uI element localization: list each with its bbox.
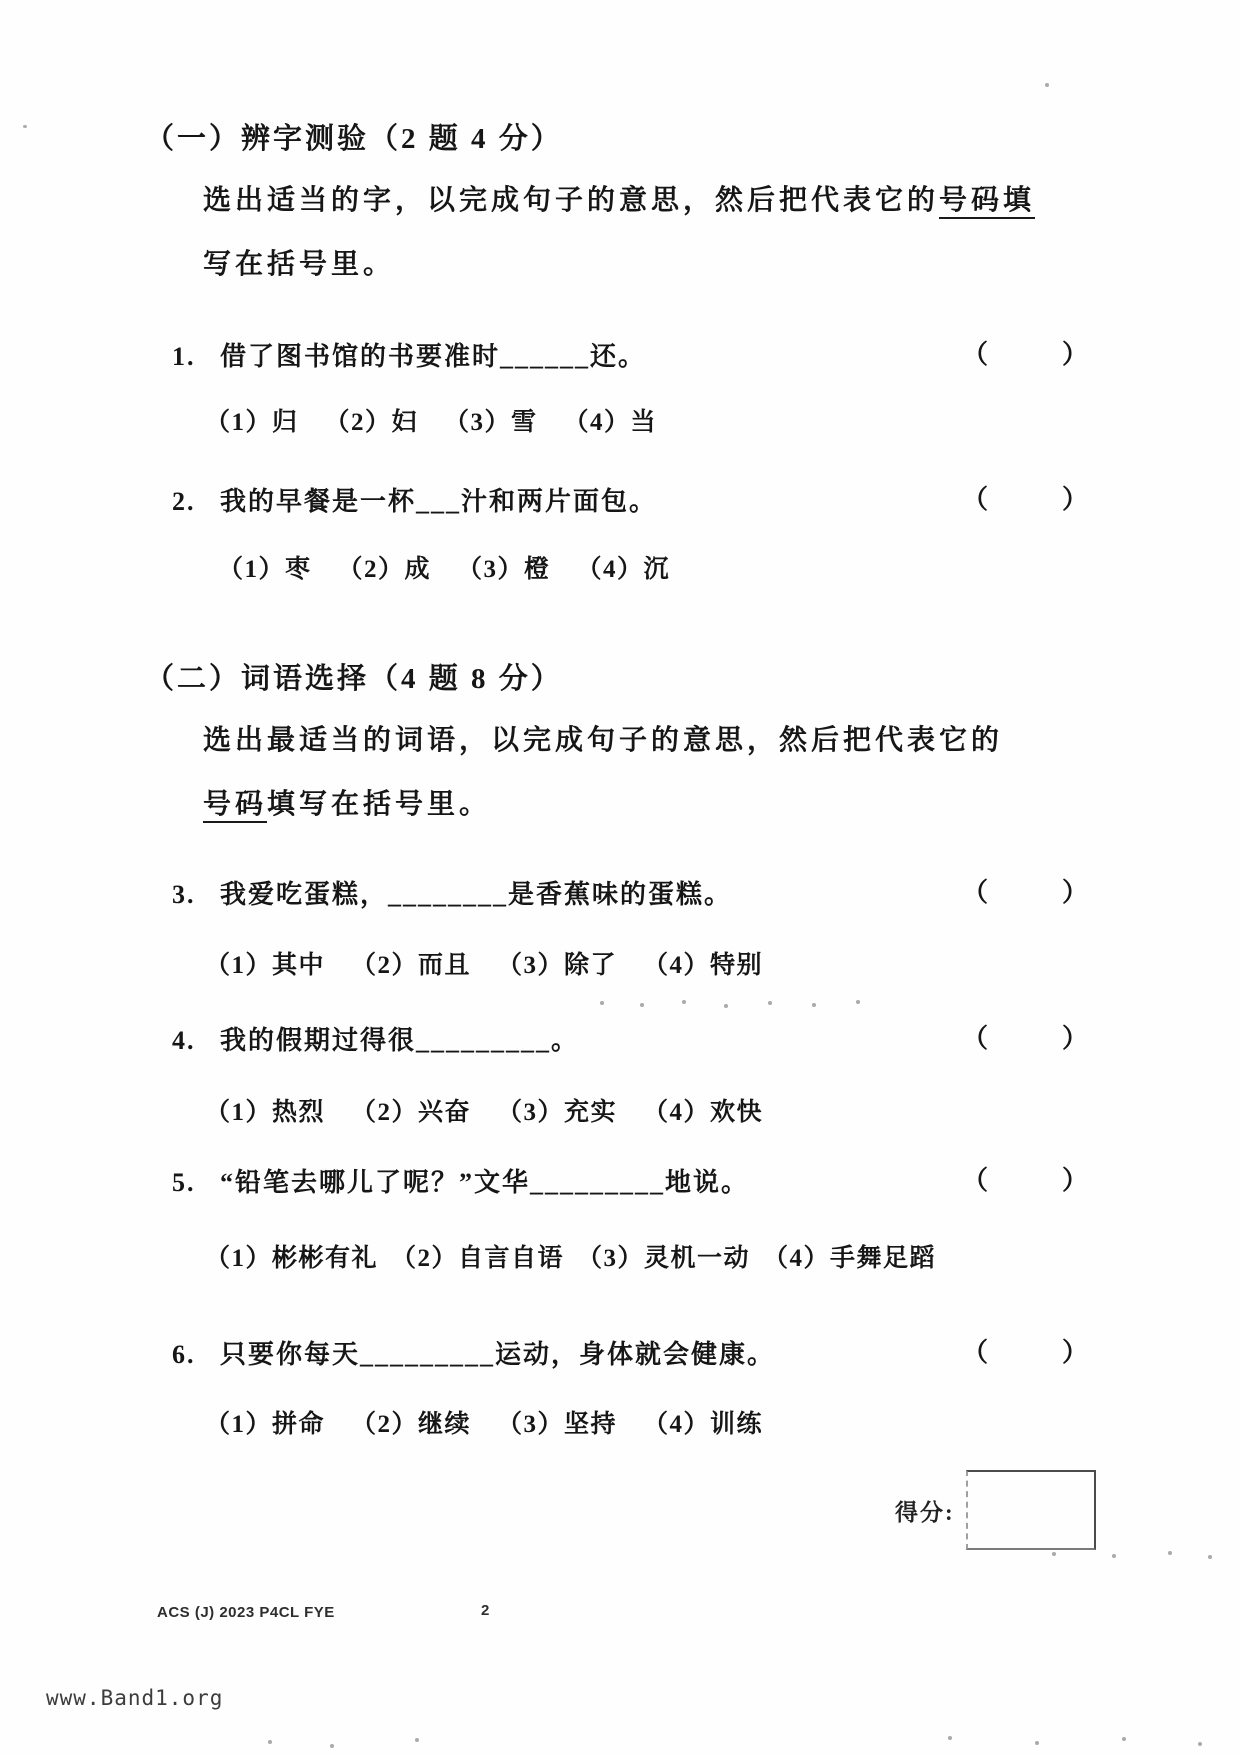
answer-bracket-close: ） <box>1061 878 1090 907</box>
question-row-2 <box>172 481 1090 518</box>
answer-brackets <box>962 1332 1090 1369</box>
instruction-underlined-text: 号码 <box>203 789 267 823</box>
score-label: 得分: <box>895 1500 955 1525</box>
answer-brackets <box>962 1160 1090 1197</box>
option: （3）橙 <box>457 556 551 583</box>
answer-bracket-close: ） <box>1061 1166 1090 1195</box>
option: （3）充实 <box>497 1099 618 1126</box>
answer-bracket-open: （ <box>961 878 990 907</box>
option: （1）热烈 <box>205 1099 326 1126</box>
answer-bracket-open: （ <box>961 340 990 369</box>
scan-artifact-dot <box>856 1000 860 1004</box>
answer-bracket-close: ） <box>1061 1338 1090 1367</box>
scan-artifact-dot <box>415 1738 419 1742</box>
answer-bracket-close: ） <box>1061 340 1090 369</box>
question-row-5 <box>172 1162 1090 1199</box>
score-box <box>966 1470 1096 1550</box>
question-number: 5. <box>172 1168 196 1197</box>
answer-bracket-open: （ <box>961 1024 990 1053</box>
scan-artifact-dot <box>1208 1555 1212 1559</box>
instruction-text: 选出适当的字，以完成句子的意思，然后把代表它的 <box>203 185 940 216</box>
answer-brackets <box>962 1018 1090 1055</box>
scan-artifact-dot <box>724 1004 728 1008</box>
option: （2）妇 <box>324 409 419 436</box>
section2-instruction-line2 <box>203 782 491 822</box>
section2-instruction-line1: 选出最适当的词语，以完成句子的意思，然后把代表它的 <box>203 725 1004 756</box>
options-row-6 <box>205 1404 763 1440</box>
footer-doc-code: ACS (J) 2023 P4CL FYE <box>157 1604 335 1621</box>
answer-bracket-close: ） <box>1061 485 1090 514</box>
option: （4）手舞足蹈 <box>763 1245 937 1272</box>
option: （4）当 <box>563 409 658 436</box>
section1-instruction-line2: 写在括号里。 <box>203 249 396 280</box>
option: （1）彬彬有礼 <box>205 1245 379 1272</box>
scan-artifact-dot <box>812 1003 816 1007</box>
section1-heading: （一）辨字测验（2 题 4 分） <box>145 123 563 155</box>
scan-artifact-dot <box>330 1744 334 1748</box>
scan-artifact-dot <box>1198 1742 1202 1746</box>
question-number: 4. <box>172 1026 196 1055</box>
answer-brackets <box>962 334 1090 371</box>
option: （4）欢快 <box>643 1099 764 1126</box>
options-row-2 <box>218 549 670 585</box>
question-number: 6. <box>172 1340 196 1369</box>
answer-bracket-close: ） <box>1061 1024 1090 1053</box>
instruction-underlined-text: 号码填 <box>939 185 1035 219</box>
section2-heading: （二）词语选择（4 题 8 分） <box>145 663 563 695</box>
instruction-text: 填写在括号里。 <box>267 789 492 820</box>
scan-artifact-dot <box>1168 1551 1172 1555</box>
options-row-1 <box>205 402 657 438</box>
answer-bracket-open: （ <box>961 1166 990 1195</box>
option: （3）雪 <box>444 409 538 436</box>
scan-artifact-dot <box>948 1736 952 1740</box>
question-text: 我爱吃蛋糕，________是香蕉味的蛋糕。 <box>220 880 733 909</box>
question-text: “铅笔去哪儿了呢？”文华_________地说。 <box>220 1168 750 1197</box>
option: （2）成 <box>337 556 432 583</box>
option: （1）拼命 <box>205 1411 326 1438</box>
question-row-6 <box>172 1334 1090 1371</box>
scan-artifact-dot <box>640 1003 644 1007</box>
option: （4）特别 <box>643 952 764 979</box>
option: （1）归 <box>205 409 299 436</box>
option: （1）枣 <box>218 556 312 583</box>
scan-artifact-dot <box>600 1001 604 1005</box>
scan-artifact-dot <box>1112 1554 1116 1558</box>
scan-artifact-dot <box>268 1740 272 1744</box>
question-row-4 <box>172 1020 1090 1057</box>
scan-artifact-dot <box>1045 83 1049 87</box>
answer-bracket-open: （ <box>961 1338 990 1367</box>
scan-artifact-dot <box>1052 1552 1056 1556</box>
answer-brackets <box>962 872 1090 909</box>
options-row-4 <box>205 1092 763 1128</box>
question-number: 1. <box>172 342 196 371</box>
answer-bracket-open: （ <box>961 485 990 514</box>
scan-artifact-dot <box>1035 1741 1039 1745</box>
section1-instruction-line1 <box>203 178 1035 218</box>
question-row-3 <box>172 874 1090 911</box>
option: （3）除了 <box>497 952 618 979</box>
question-text: 我的早餐是一杯___汁和两片面包。 <box>220 487 658 516</box>
option: （2）而且 <box>351 952 472 979</box>
scan-artifact-dot <box>1122 1737 1126 1741</box>
option: （2）兴奋 <box>351 1099 472 1126</box>
options-row-5 <box>205 1238 936 1274</box>
question-text: 只要你每天_________运动，身体就会健康。 <box>220 1340 776 1369</box>
scan-artifact-dot <box>23 125 27 128</box>
option: （3）灵机一动 <box>577 1245 751 1272</box>
question-number: 2. <box>172 487 196 516</box>
option: （1）其中 <box>205 952 326 979</box>
option: （4）训练 <box>643 1411 764 1438</box>
option: （3）坚持 <box>497 1411 618 1438</box>
option: （2）自言自语 <box>391 1245 565 1272</box>
answer-brackets <box>962 479 1090 516</box>
scan-artifact-dot <box>682 1000 686 1004</box>
watermark: www.Band1.org <box>46 1686 224 1710</box>
option: （4）沉 <box>576 556 671 583</box>
question-text: 我的假期过得很_________。 <box>220 1026 580 1055</box>
option: （2）继续 <box>351 1411 472 1438</box>
question-text: 借了图书馆的书要准时______还。 <box>220 342 647 371</box>
question-number: 3. <box>172 880 196 909</box>
scan-artifact-dot <box>768 1001 772 1005</box>
footer-page-number: 2 <box>481 1602 490 1619</box>
options-row-3 <box>205 945 763 981</box>
question-row-1 <box>172 336 1090 373</box>
